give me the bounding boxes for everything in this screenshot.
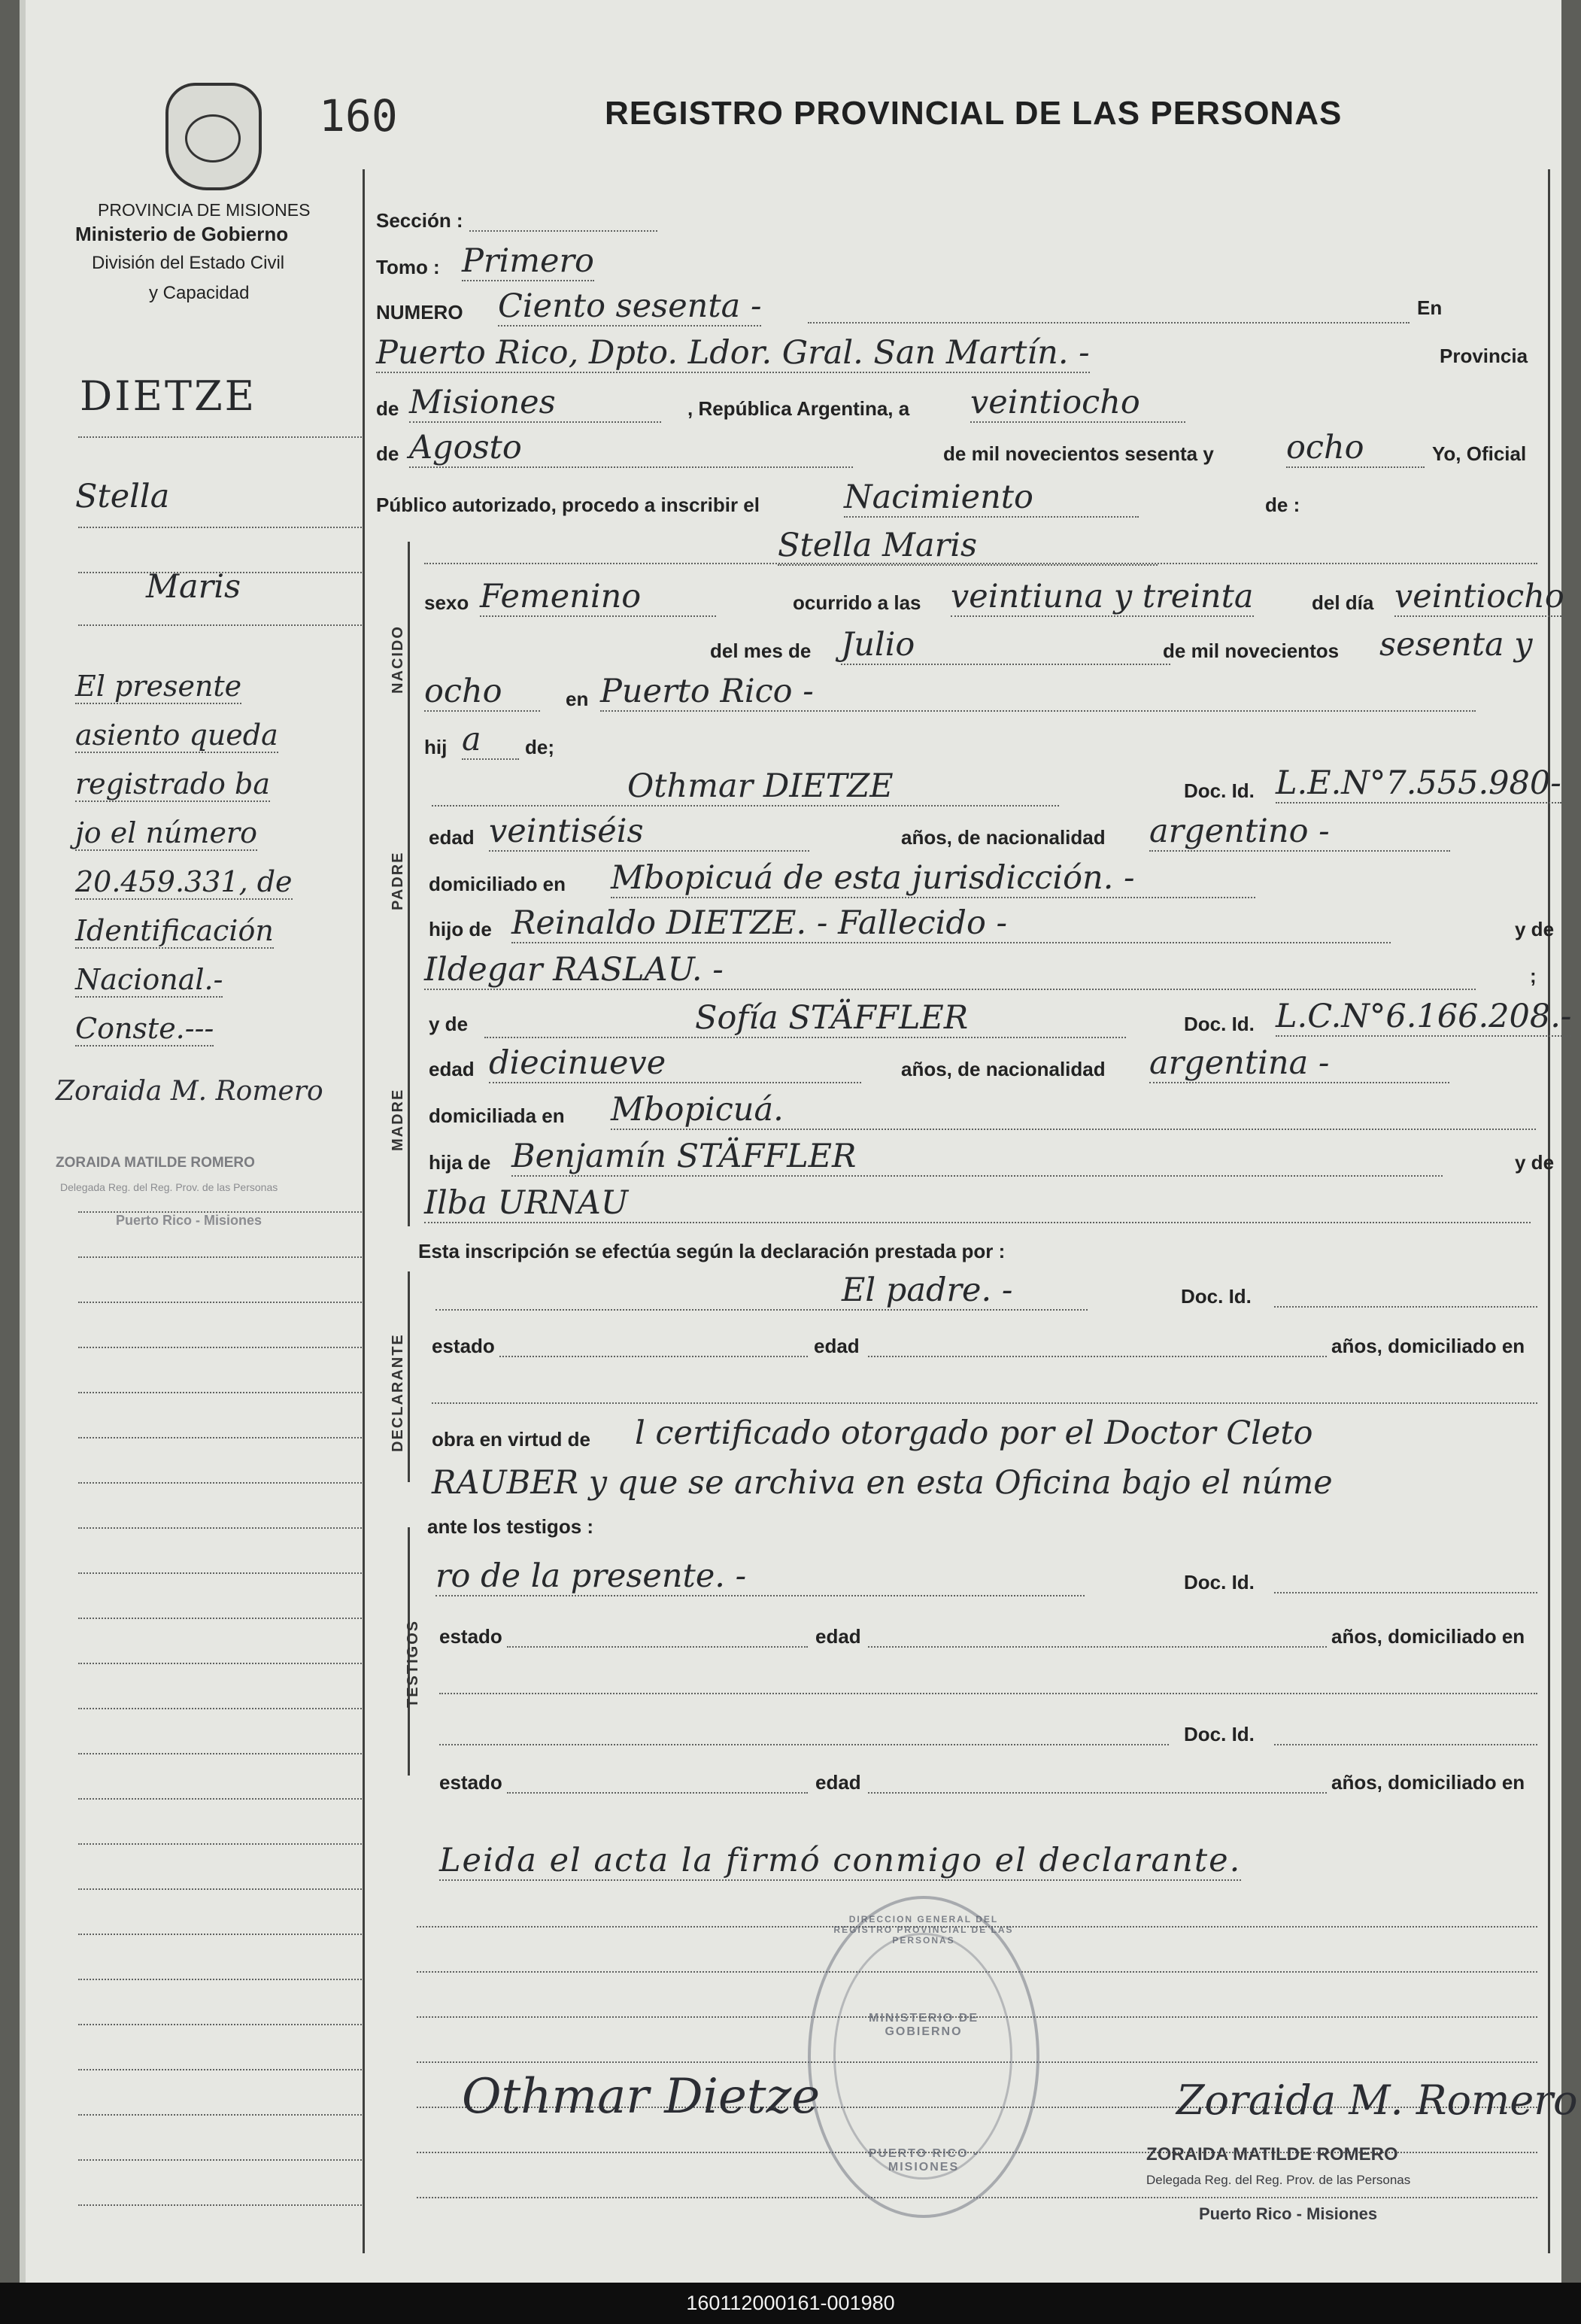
label-testigo1-doc: Doc. Id. <box>1184 1571 1255 1593</box>
sidebar-surname: DIETZE <box>80 372 257 420</box>
org-capacity: y Capacidad <box>149 283 250 303</box>
page-title: REGISTRO PROVINCIAL DE LAS PERSONAS <box>605 95 1343 132</box>
label-de: de <box>376 397 399 420</box>
value-padre-doc: L.E.N°7.555.980- <box>1276 764 1561 802</box>
value-hij-suffix: a <box>462 721 519 760</box>
label-madre-doc: Doc. Id. <box>1184 1013 1255 1035</box>
label-padre-edad: edad <box>429 826 475 849</box>
label-ocurrido: ocurrido a las <box>793 591 921 614</box>
label-de-semi: de; <box>525 736 554 758</box>
label-madre-edad: edad <box>429 1058 475 1080</box>
page-number: 160 <box>319 90 398 141</box>
value-sexo: Femenino <box>480 578 716 617</box>
label-y-de: y de <box>1515 918 1555 940</box>
label-padre-dom: domiciliado en <box>429 873 566 895</box>
value-abuelo-pat: Reinaldo DIETZE. - Fallecido - <box>511 904 1391 943</box>
label-semicolon: ; <box>1530 965 1537 987</box>
label-testigo2-edad: edad <box>815 1771 861 1794</box>
label-provincia: Provincia <box>1440 345 1528 367</box>
label-sexo: sexo <box>424 591 469 614</box>
section-label-madre: MADRE <box>390 1088 406 1151</box>
value-madre-edad: diecinueve <box>489 1044 861 1083</box>
right-margin-line <box>1548 169 1550 2253</box>
signature-oficial: Zoraida M. Romero <box>1176 2076 1578 2124</box>
value-numero: Ciento sesenta - <box>498 287 762 325</box>
label-republica: , República Argentina, a <box>687 397 910 420</box>
section-label-nacido: NACIDO <box>390 625 406 694</box>
value-madre-doc: L.C.N°6.166.208.- <box>1276 998 1572 1035</box>
value-dia-nac: veintiocho <box>1394 578 1564 615</box>
section-label-padre: PADRE <box>390 851 406 910</box>
label-en: En <box>1417 296 1443 319</box>
sidebar-given-name-1: Stella <box>75 478 170 515</box>
label-numero: NUMERO <box>376 301 463 324</box>
label-testigo1-edad: edad <box>815 1625 861 1648</box>
label-de-colon: de : <box>1265 494 1300 516</box>
document-page: 160 REGISTRO PROVINCIAL DE LAS PERSONAS PROVINCIA DE MISIONES Ministerio de Gobierno División del Estado Civil y Capacidad DIETZE Stella Maris El presente asiento queda registrado ba jo el número 20.459.331, de Identificación Nacional.- Conste.--- Zoraida M. Romero ZORAIDA MATILDE ROMERO Delegada Reg. del Reg. Prov. de las Personas Puerto Rico - Misiones NACIDO PADRE MADRE DECLARANTE TESTIGOS Sección : Tomo : Primero NUMERO Ciento sesenta - En Puerto Rico, Dpto. Ldor. Gral. San Martín. - Provincia de Misiones , República Argentina, a veintiocho de Agosto de mil novecientos sesenta y ocho Yo, Oficial Público autorizado, procedo a inscribir el Nacimiento de : Stella Maris sexo Femenino ocurrido a las veintiuna y treinta del día veintiocho del mes de Julio de mil novecientos sesenta y ocho en Puerto Rico - hij a de; Othmar DIETZE Doc. Id. L.E.N°7.555.980- edad veintiséis años, de nacionalidad argentino - domiciliado en Mbopicuá de esta jurisdicción. - hijo de Reinaldo DIETZE. - Fallecido - y de Ildegar RASLAU. - ; y de Sofía STÄFFLER Doc. Id. L.C.N°6.166.208.- edad diecinueve años, de nacionalidad argentina - domiciliada en Mbopicuá. hija de Benjamín STÄFFLER y de Ilba URNAU Esta inscripción se efectúa según la declaración prestada por : El padre. - Doc. Id. estado edad años, domiciliado en obra en virtud de l certificado otorgado por el Doctor Cleto RAUBER y que se archiva en esta Oficina bajo el núme ante los testigos : ro de la presente. - Doc. Id. estado edad años, domiciliado en Doc. Id. estado edad años, domiciliado en Leida el acta la firmó conmigo el declarante. DIRECCION GENERAL DEL REGISTRO PROVINCIAL DE LAS PERSONAS MINISTERIO DE GOBIERNO PUERTO RICO - MISIONES Othmar Dietze Zoraida M. Romero ZORAIDA MATILDE ROMERO Delegada Reg. del Reg. Prov. de las Personas Puerto Rico - Misiones <box>20 0 1561 2283</box>
label-testigo2-anos: años, domiciliado en <box>1331 1771 1525 1794</box>
value-lugar: Puerto Rico, Dpto. Ldor. Gral. San Martín. - <box>376 334 1090 372</box>
archive-id: 160112000161-001980 <box>0 2283 1581 2324</box>
sidebar-stamp-name: ZORAIDA MATILDE ROMERO <box>56 1155 255 1171</box>
value-anio: ocho <box>1286 429 1425 468</box>
value-padre-edad: veintiséis <box>489 813 809 852</box>
section-line-nacido <box>408 542 410 775</box>
label-publico: Público autorizado, procedo a inscribir el <box>376 494 760 516</box>
org-province: PROVINCIA DE MISIONES <box>98 200 311 220</box>
label-en-2: en <box>566 688 589 710</box>
section-label-declarante: DECLARANTE <box>390 1333 406 1452</box>
label-padre-doc: Doc. Id. <box>1184 779 1255 802</box>
value-anio-nac-2: ocho <box>424 673 540 712</box>
label-inscripcion: Esta inscripción se efectúa según la declaración prestada por : <box>418 1240 1006 1262</box>
label-tomo: Tomo : <box>376 256 440 278</box>
section-line-padre <box>408 767 410 1016</box>
label-madre-dom: domiciliada en <box>429 1104 565 1127</box>
value-madre-nac: argentina - <box>1149 1044 1449 1083</box>
stamp-oficial-name: ZORAIDA MATILDE ROMERO <box>1146 2144 1398 2165</box>
stamp-oficial-title: Delegada Reg. del Reg. Prov. de las Personas <box>1146 2173 1411 2187</box>
value-obra-3: ro de la presente. - <box>435 1557 1085 1596</box>
label-declarante-anos: años, domiciliado en <box>1331 1335 1525 1357</box>
label-declarante-edad: edad <box>814 1335 860 1357</box>
label-declarante-doc: Doc. Id. <box>1181 1285 1252 1308</box>
label-de-mil: de mil novecientos sesenta y <box>943 442 1214 465</box>
value-abuela-pat: Ildegar RASLAU. - <box>424 951 1476 990</box>
value-mes: Agosto <box>409 429 853 468</box>
value-madre: Sofía STÄFFLER <box>484 999 1126 1038</box>
value-lugar-nac: Puerto Rico - <box>600 673 1476 712</box>
label-yo-oficial: Yo, Oficial <box>1432 442 1527 465</box>
signature-declarante: Othmar Dietze <box>462 2069 821 2125</box>
value-abuelo-mat: Benjamín STÄFFLER <box>511 1138 1443 1177</box>
value-acto: Nacimiento <box>844 478 1139 518</box>
org-ministry: Ministerio de Gobierno <box>75 223 289 245</box>
value-tomo: Primero <box>462 242 594 280</box>
value-mes-nac: Julio <box>841 626 1170 665</box>
label-padre-nac: años, de nacionalidad <box>901 826 1106 849</box>
main-margin-line <box>363 169 365 2253</box>
value-madre-dom: Mbopicuá. <box>611 1091 1536 1130</box>
sidebar-stamp-place: Puerto Rico - Misiones <box>116 1213 262 1228</box>
value-hora: veintiuna y treinta <box>951 578 1254 615</box>
value-anio-nac: sesenta y <box>1379 626 1533 664</box>
label-de-2: de <box>376 442 399 465</box>
sidebar-signature: Zoraida M. Romero <box>56 1076 323 1107</box>
stamp-oficial-place: Puerto Rico - Misiones <box>1199 2204 1378 2223</box>
label-madre-nac: años, de nacionalidad <box>901 1058 1106 1080</box>
value-abuela-mat: Ilba URNAU <box>424 1184 1531 1223</box>
label-del-mes: del mes de <box>710 639 812 662</box>
sidebar-stamp-title: Delegada Reg. del Reg. Prov. de las Personas <box>60 1181 278 1193</box>
value-provincia: Misiones <box>409 384 661 423</box>
label-y-de-2: y de <box>429 1013 469 1035</box>
org-division: División del Estado Civil <box>92 253 285 273</box>
label-del-dia: del día <box>1312 591 1374 614</box>
value-nombre: Stella Maris <box>778 527 1158 566</box>
section-label-testigos: TESTIGOS <box>405 1619 421 1708</box>
value-declarante: El padre. - <box>435 1271 1088 1311</box>
label-de-mil-2: de mil novecientos <box>1163 639 1340 662</box>
sidebar-given-name-2: Maris <box>146 568 241 606</box>
label-obra: obra en virtud de <box>432 1428 590 1451</box>
coat-of-arms-icon <box>165 83 262 190</box>
value-obra-2: RAUBER y que se archiva en esta Oficina bajo el núme <box>432 1464 1333 1502</box>
label-y-de-3: y de <box>1515 1151 1555 1174</box>
label-hijo-de: hijo de <box>429 918 492 940</box>
value-dia: veintiocho <box>970 384 1185 423</box>
value-obra-1: l certificado otorgado por el Doctor Cleto <box>635 1414 1313 1452</box>
label-testigo2-doc: Doc. Id. <box>1184 1723 1255 1745</box>
label-testigo1-anos: años, domiciliado en <box>1331 1625 1525 1648</box>
value-leida: Leida el acta la firmó conmigo el declarante. <box>439 1842 1242 1879</box>
label-hija-de: hija de <box>429 1151 491 1174</box>
section-line-madre <box>408 1008 410 1226</box>
label-hij: hij <box>424 736 448 758</box>
label-testigos: ante los testigos : <box>427 1515 594 1538</box>
label-testigo2-estado: estado <box>439 1771 502 1794</box>
label-testigo1-estado: estado <box>439 1625 502 1648</box>
value-padre-nac: argentino - <box>1149 813 1450 852</box>
section-line-declarante <box>408 1271 410 1482</box>
label-declarante-estado: estado <box>432 1335 495 1357</box>
official-seal: DIRECCION GENERAL DEL REGISTRO PROVINCIAL DE LAS PERSONAS MINISTERIO DE GOBIERNO PUERTO RICO - MISIONES <box>808 1896 1039 2218</box>
label-seccion: Sección : <box>376 209 463 232</box>
value-padre-dom: Mbopicuá de esta jurisdicción. - <box>611 859 1255 898</box>
value-padre: Othmar DIETZE <box>432 767 1059 807</box>
